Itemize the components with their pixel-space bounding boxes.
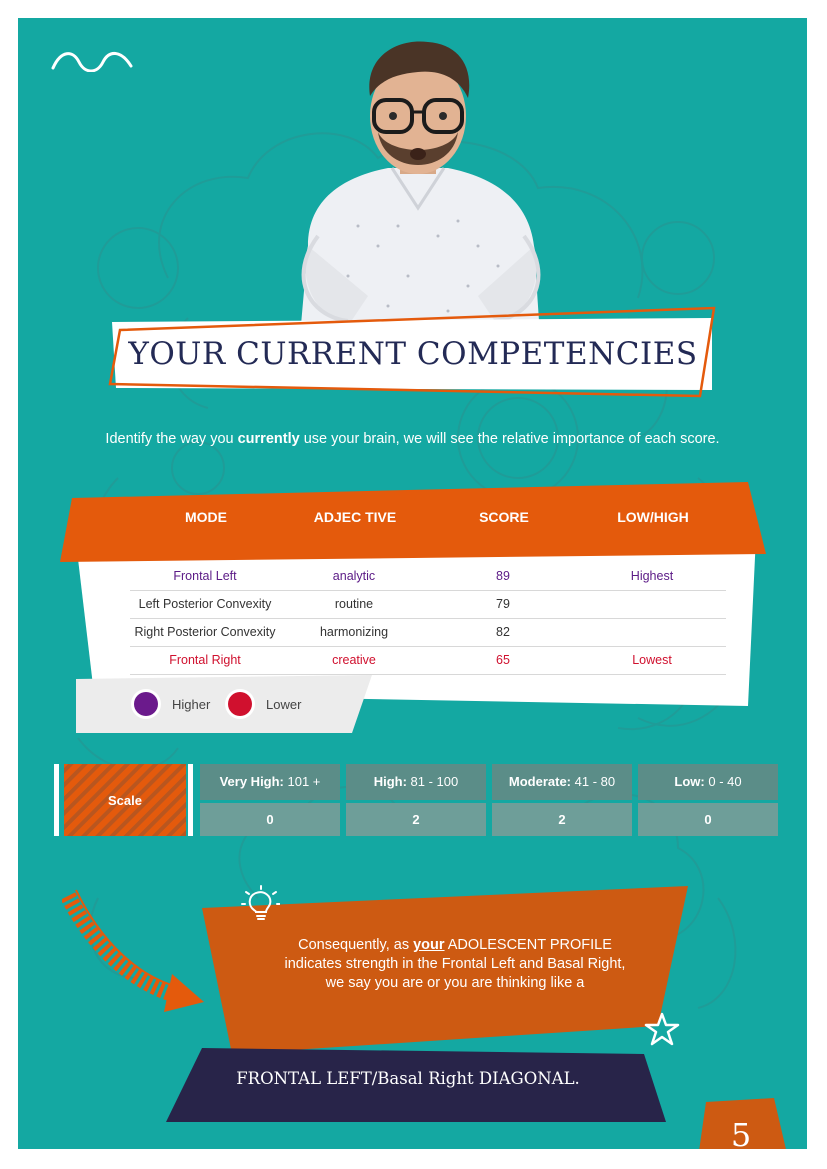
row-mode: Right Posterior Convexity: [134, 625, 276, 639]
page-title: YOUR CURRENT COMPETENCIES: [128, 336, 698, 372]
page: [18, 18, 807, 1149]
scale-column: [346, 764, 486, 836]
row-lowhigh: Lowest: [632, 653, 672, 667]
scale-range: [638, 764, 778, 800]
row-mode: Left Posterior Convexity: [138, 597, 272, 611]
row-mode: Frontal Left: [173, 569, 237, 583]
row-score: 82: [496, 625, 510, 639]
conclusion-after: ADOLESCENT PROFILE indicates strength in the Frontal Left and Basal Right, we say you are or you are thinking like a: [284, 937, 626, 991]
scale-range-values: 101 +: [283, 774, 321, 789]
scale-label: Scale: [108, 792, 142, 808]
legend: [76, 675, 376, 735]
scale-range-name: Very High:: [219, 774, 284, 789]
scale-column: [200, 764, 340, 836]
row-score: 89: [496, 569, 510, 583]
scale-count: 2: [346, 803, 486, 836]
row-score: 65: [496, 653, 510, 667]
row-adjective: harmonizing: [319, 625, 389, 639]
table-row: [130, 562, 726, 591]
scale-range-values: 0 - 40: [704, 774, 742, 789]
intro-bold: currently: [237, 431, 300, 447]
man-with-glasses-photo: [288, 36, 548, 336]
legend-lower: Lower: [266, 697, 302, 712]
header-adjective: ADJEC TIVE: [313, 509, 397, 525]
wave-logo-icon: [51, 48, 135, 72]
scale-range: [492, 764, 632, 800]
row-adjective: creative: [332, 653, 376, 667]
scale-count: 0: [200, 803, 340, 836]
higher-swatch: [130, 688, 162, 720]
title-banner: [108, 306, 718, 402]
scale-count: 0: [638, 803, 778, 836]
scale-range-name: Moderate:: [508, 774, 572, 789]
lightbulb-icon: [240, 884, 280, 924]
table-row: [130, 646, 726, 675]
page-number: 5: [730, 1116, 752, 1149]
scale-column: [638, 764, 778, 836]
scale-range: [200, 764, 340, 800]
arrow-icon: [62, 884, 212, 1024]
intro-before: Identify the way you: [105, 431, 238, 447]
legend-higher: Higher: [172, 697, 211, 712]
conclusion-before: Consequently, as: [298, 937, 414, 953]
intro-text: [18, 431, 807, 447]
lower-swatch: [224, 688, 256, 720]
row-adjective: analytic: [332, 569, 376, 583]
scale-column: [492, 764, 632, 836]
conclusion-bold: your: [413, 937, 445, 953]
intro-after: use your brain, we will see the relative importance of each score.: [299, 431, 720, 447]
scale-range-values: 41 - 80: [571, 774, 616, 789]
scale-range: [346, 764, 486, 800]
scale-row: [54, 764, 778, 838]
row-score: 79: [496, 597, 510, 611]
header-score: SCORE: [479, 509, 529, 525]
table-row: [130, 590, 726, 619]
row-adjective: routine: [334, 597, 374, 611]
conclusion-text: [280, 936, 630, 993]
scale-range-values: 81 - 100: [406, 774, 459, 789]
row-lowhigh: Highest: [630, 569, 674, 583]
header-lowhigh: LOW/HIGH: [617, 509, 689, 525]
table-row: [130, 618, 726, 647]
row-mode: Frontal Right: [169, 653, 241, 667]
scale-count: 2: [492, 803, 632, 836]
scale-range-name: Low:: [674, 774, 705, 789]
star-icon: [644, 1012, 680, 1048]
result-text: FRONTAL LEFT/Basal Right DIAGONAL.: [236, 1069, 580, 1088]
scale-range-name: High:: [373, 774, 407, 789]
header-mode: MODE: [185, 509, 227, 525]
